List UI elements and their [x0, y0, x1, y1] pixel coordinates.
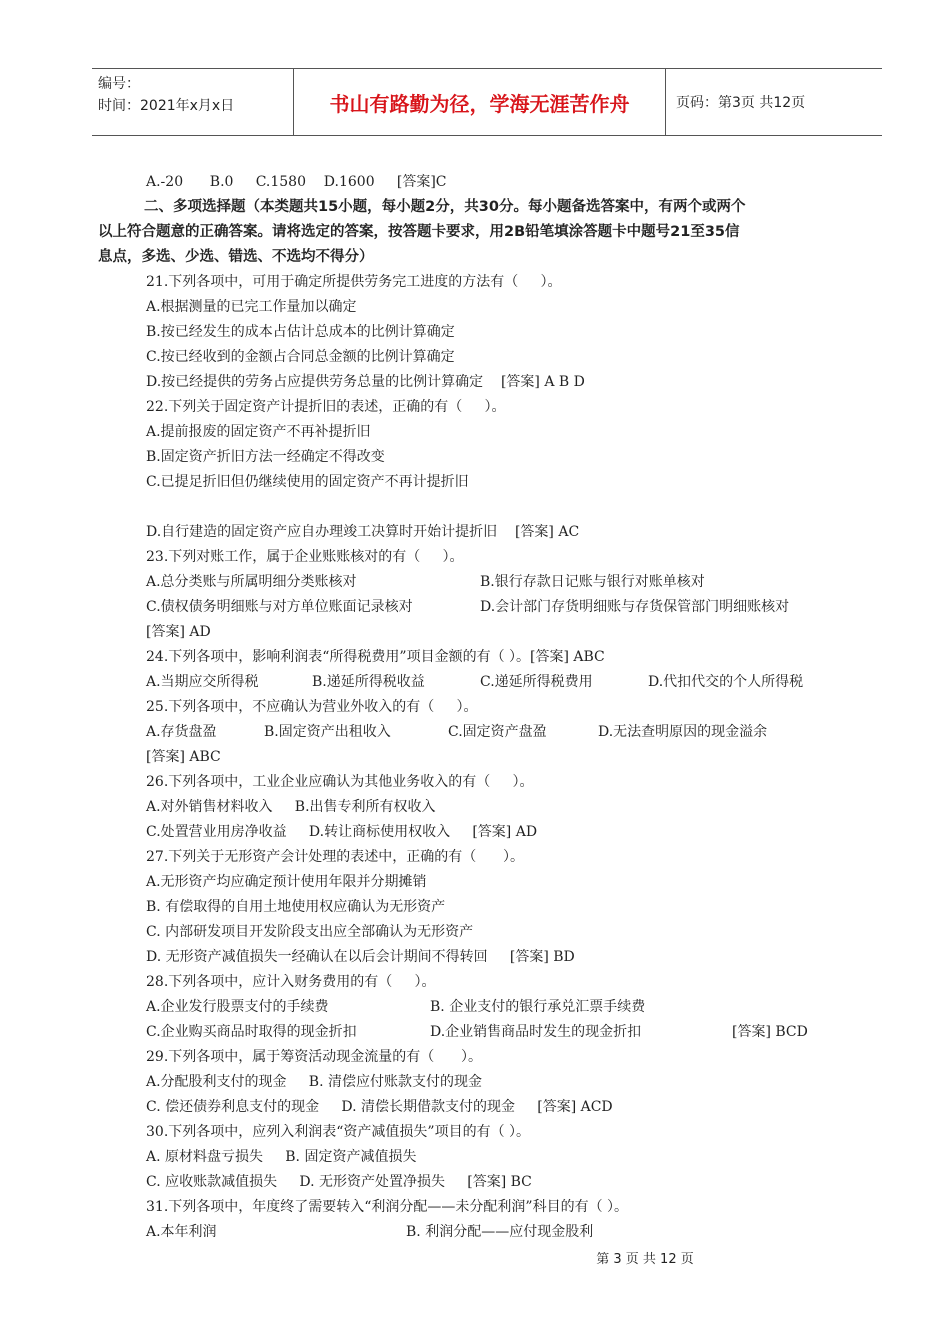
option-row — [146, 595, 866, 620]
option: A.当期应交所得税 — [146, 674, 259, 690]
option: A.根据测量的已完工作量加以确定 — [146, 299, 357, 315]
question-29: 29.下列各项中，属于筹资活动现金流量的有（ ）。 — [146, 1049, 482, 1065]
blank-line — [146, 495, 866, 520]
option: A.存货盘盈 — [146, 724, 217, 740]
option: C. 内部研发项目开发阶段支出应全部确认为无形资产 — [146, 924, 474, 940]
option: A.分配股利支付的现金 B. 清偿应付账款支付的现金 — [146, 1074, 482, 1090]
option: B. 有偿取得的自用土地使用权应确认为无形资产 — [146, 899, 446, 915]
option-row — [146, 670, 866, 695]
option: C.企业购买商品时取得的现金折扣 — [146, 1024, 357, 1040]
question-30: 30.下列各项中，应列入利润表“资产减值损失”项目的有（ ）。 — [146, 1124, 531, 1140]
option: D.按已经提供的劳务占应提供劳务总量的比例计算确定 [答案] A B D — [146, 374, 585, 390]
option-row — [146, 570, 866, 595]
option: C.固定资产盘盈 — [448, 724, 547, 740]
option: B. 企业支付的银行承兑汇票手续费 — [430, 999, 646, 1015]
option: A.本年利润 — [146, 1224, 217, 1240]
option: C. 偿还债券利息支付的现金 D. 清偿长期借款支付的现金 [答案] ACD — [146, 1099, 613, 1115]
option-row — [146, 720, 866, 745]
document-body — [98, 170, 866, 1245]
question-26: 26.下列各项中，工业企业应确认为其他业务收入的有（ ）。 — [146, 774, 534, 790]
option: C.债权债务明细账与对方单位账面记录核对 — [146, 599, 413, 615]
footer-page-number: 第 3 页 共 12 页 — [596, 1252, 694, 1267]
answer-line: A.-20 B.0 C.1580 D.1600 [答案]C — [146, 174, 447, 190]
option: D.无法查明原因的现金溢余 — [598, 724, 768, 740]
section-heading-cont: 息点，多选、少选、错选、不选均不得分） — [98, 249, 374, 265]
option: C.递延所得税费用 — [480, 674, 593, 690]
page-header — [92, 68, 882, 136]
option: B.递延所得税收益 — [312, 674, 425, 690]
question-22: 22.下列关于固定资产计提折旧的表述，正确的有（ ）。 — [146, 399, 506, 415]
header-motto: 书山有路勤为径，学海无涯苦作舟 — [294, 69, 666, 135]
answer: [答案] AD — [146, 624, 211, 640]
option: D. 无形资产减值损失一经确认在以后会计期间不得转回 [答案] BD — [146, 949, 575, 965]
option: A.无形资产均应确定预计使用年限并分期摊销 — [146, 874, 427, 890]
option-row — [146, 995, 866, 1020]
question-31: 31.下列各项中，年度终了需要转入“利润分配——未分配利润”科目的有（ ）。 — [146, 1199, 629, 1215]
option: A.对外销售材料收入 B.出售专利所有权收入 — [146, 799, 436, 815]
option: B.银行存款日记账与银行对账单核对 — [480, 574, 705, 590]
option: B.固定资产折旧方法一经确定不得改变 — [146, 449, 385, 465]
option: C.按已经收到的金额占合同总金额的比例计算确定 — [146, 349, 455, 365]
option: D.代扣代交的个人所得税 — [648, 674, 804, 690]
option: A.企业发行股票支付的手续费 — [146, 999, 329, 1015]
option-row — [146, 1220, 866, 1245]
option: B.固定资产出租收入 — [264, 724, 391, 740]
option: B. 利润分配——应付现金股利 — [406, 1224, 594, 1240]
question-23: 23.下列对账工作，属于企业账账核对的有（ ）。 — [146, 549, 464, 565]
option: A.总分类账与所属明细分类账核对 — [146, 574, 357, 590]
question-25: 25.下列各项中，不应确认为营业外收入的有（ ）。 — [146, 699, 478, 715]
header-page-label: 页码：第3页 共12页 — [676, 95, 806, 111]
question-21: 21.下列各项中，可用于确定所提供劳务完工进度的方法有（ ）。 — [146, 274, 562, 290]
time-label: 时间：2021年x月x日 — [98, 98, 235, 114]
option: D.企业销售商品时发生的现金折扣 — [430, 1024, 642, 1040]
answer: [答案] BCD — [732, 1024, 808, 1040]
option: B.按已经发生的成本占估计总成本的比例计算确定 — [146, 324, 455, 340]
option: A. 原材料盘亏损失 B. 固定资产减值损失 — [146, 1149, 417, 1165]
question-28: 28.下列各项中，应计入财务费用的有（ ）。 — [146, 974, 436, 990]
option: A.提前报废的固定资产不再补提折旧 — [146, 424, 371, 440]
section-heading-cont: 以上符合题意的正确答案。请将选定的答案，按答题卡要求，用2B铅笔填涂答题卡中题号21至35信 — [98, 224, 740, 240]
option: D.会计部门存货明细账与存货保管部门明细账核对 — [480, 599, 790, 615]
option-row — [146, 1020, 866, 1045]
option: D.自行建造的固定资产应自办理竣工决算时开始计提折旧 [答案] AC — [146, 524, 580, 540]
section-heading: 二、多项选择题（本类题共15小题，每小题2分，共30分。每小题备选答案中，有两个或两个 — [144, 199, 746, 215]
question-24: 24.下列各项中，影响利润表“所得税费用”项目金额的有（ ）。[答案] ABC — [146, 649, 605, 665]
page-footer — [0, 1248, 950, 1267]
question-27: 27.下列关于无形资产会计处理的表述中，正确的有（ ）。 — [146, 849, 524, 865]
option: C. 应收账款减值损失 D. 无形资产处置净损失 [答案] BC — [146, 1174, 532, 1190]
option: C.已提足折旧但仍继续使用的固定资产不再计提折旧 — [146, 474, 469, 490]
number-label: 编号： — [98, 76, 140, 92]
header-meta — [92, 69, 294, 135]
answer: [答案] ABC — [146, 749, 221, 765]
option: C.处置营业用房净收益 D.转让商标使用权收入 [答案] AD — [146, 824, 538, 840]
